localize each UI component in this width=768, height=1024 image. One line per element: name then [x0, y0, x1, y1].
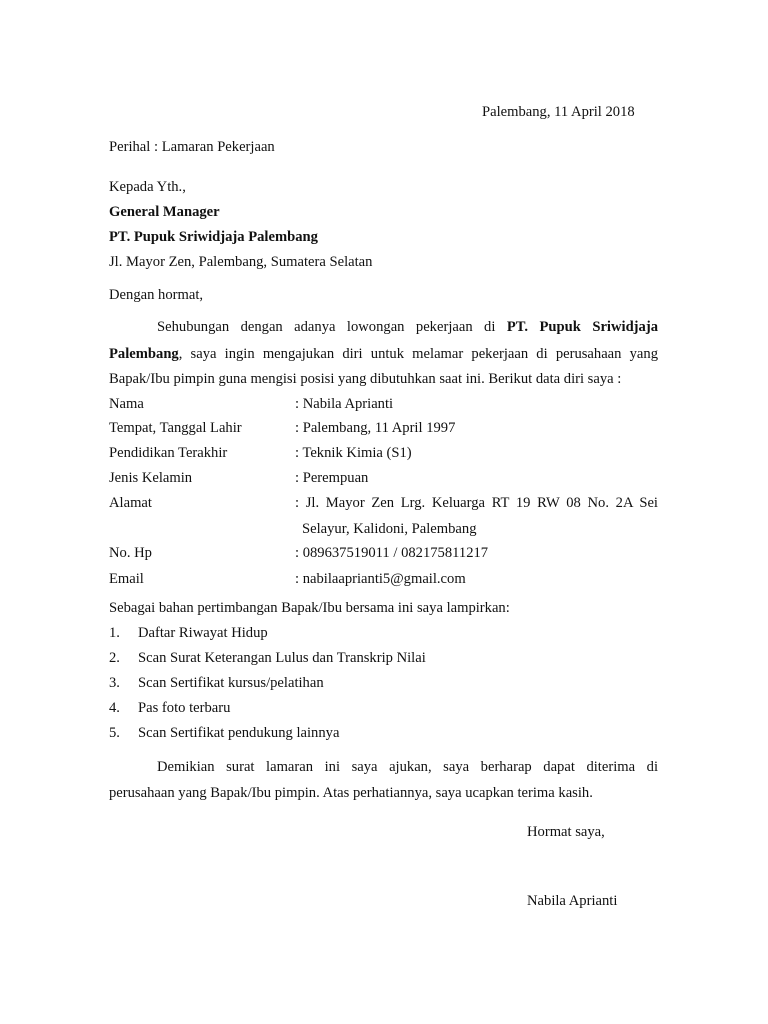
email-label: Email	[109, 571, 144, 587]
signature-name: Nabila Aprianti	[527, 893, 618, 909]
education-label: Pendidikan Terakhir	[109, 445, 228, 461]
attachment-number: 5.	[109, 725, 120, 741]
name-label: Nama	[109, 396, 144, 412]
sign-off: Hormat saya,	[527, 824, 605, 840]
attachment-number: 1.	[109, 625, 120, 641]
subject-line: Perihal : Lamaran Pekerjaan	[109, 139, 275, 155]
education-value: : Teknik Kimia (S1)	[295, 445, 412, 461]
attachment-number: 4.	[109, 700, 120, 716]
address-value-line-2: Selayur, Kalidoni, Palembang	[302, 521, 477, 537]
attachment-item: Scan Sertifikat pendukung lainnya	[138, 725, 340, 741]
email-value: : nabilaaprianti5@gmail.com	[295, 571, 466, 587]
attachment-number: 3.	[109, 675, 120, 691]
greeting: Dengan hormat,	[109, 287, 204, 303]
attachment-number: 2.	[109, 650, 120, 666]
recipient-company: PT. Pupuk Sriwidjaja Palembang	[109, 229, 318, 245]
phone-label: No. Hp	[109, 545, 152, 561]
place-date: Palembang, 11 April 2018	[482, 104, 635, 120]
intro-line-2: Palembang, saya ingin mengajukan diri untuk melamar pekerjaan di perusahaan yang	[109, 346, 658, 362]
address-value-line-1: : Jl. Mayor Zen Lrg. Keluarga RT 19 RW 08 No. 2A Sei	[295, 495, 658, 511]
name-value: : Nabila Aprianti	[295, 396, 394, 412]
intro-company-name-part1: PT. Pupuk Sriwidjaja	[506, 319, 658, 335]
birth-value: : Palembang, 11 April 1997	[295, 420, 456, 436]
attachment-item: Scan Sertifikat kursus/pelatihan	[138, 675, 324, 691]
phone-value: : 089637519011 / 082175811217	[295, 545, 489, 561]
recipient-address: Jl. Mayor Zen, Palembang, Sumatera Selatan	[109, 254, 373, 270]
recipient-salutation: Kepada Yth.,	[109, 179, 186, 195]
closing-line-2: perusahaan yang Bapak/Ibu pimpin. Atas perhatiannya, saya ucapkan terima kasih.	[109, 785, 593, 801]
recipient-title: General Manager	[109, 204, 220, 220]
intro-line-3: Bapak/Ibu pimpin guna mengisi posisi yang dibutuhkan saat ini. Berikut data diri saya :	[109, 371, 622, 387]
closing-line-1: Demikian surat lamaran ini saya ajukan, saya berharap dapat diterima di	[157, 759, 658, 775]
intro-company-name-part2: Palembang	[109, 346, 179, 362]
attachment-item: Pas foto terbaru	[138, 700, 231, 716]
intro-line-1: Sehubungan dengan adanya lowongan pekerjaan di PT. Pupuk Sriwidjaja	[157, 319, 658, 335]
gender-label: Jenis Kelamin	[109, 470, 193, 486]
gender-value: : Perempuan	[295, 470, 369, 486]
attachment-item: Scan Surat Keterangan Lulus dan Transkrip Nilai	[138, 650, 426, 666]
birth-label: Tempat, Tanggal Lahir	[109, 420, 242, 436]
attachments-intro: Sebagai bahan pertimbangan Bapak/Ibu bersama ini saya lampirkan:	[109, 600, 510, 616]
address-label: Alamat	[109, 495, 152, 511]
attachment-item: Daftar Riwayat Hidup	[138, 625, 268, 641]
